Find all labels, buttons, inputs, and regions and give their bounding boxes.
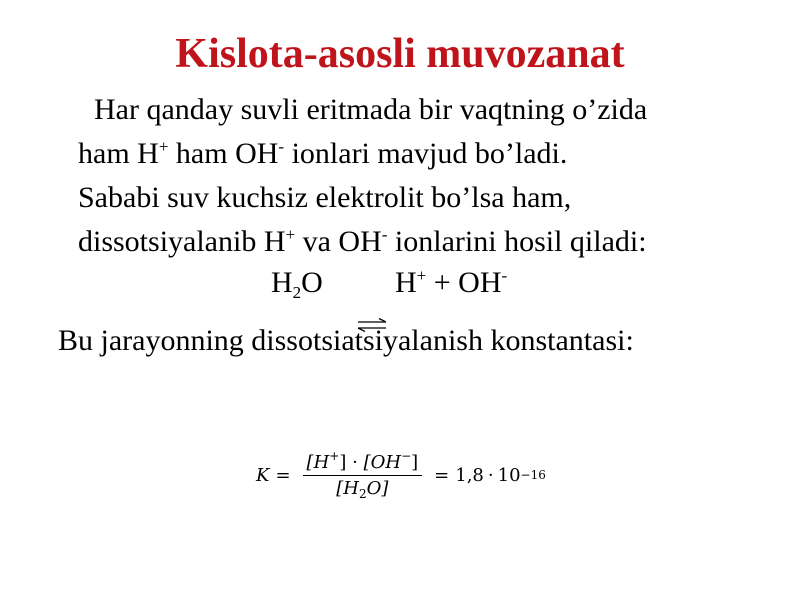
superscript: + [416, 266, 427, 285]
text-fragment: ionlarini hosil qiladi: [387, 225, 647, 258]
formula-equals: = [434, 464, 450, 486]
intro-paragraph [78, 88, 778, 264]
formula-equals: = [275, 464, 291, 486]
text-fragment: va OH [295, 225, 382, 258]
reaction-products [395, 266, 507, 300]
subscript: 2 [292, 283, 302, 302]
superscript: − [401, 448, 412, 463]
subscript: 2 [359, 486, 367, 501]
paragraph-line-2 [78, 132, 778, 176]
formula-value: 1,8 [455, 464, 484, 486]
text-fragment: H [271, 266, 293, 299]
text-fragment: ] [411, 451, 419, 473]
formula-fraction [303, 448, 423, 501]
text-fragment: [OH [363, 451, 402, 473]
paragraph-line-3: Sababi suv kuchsiz elektrolit bo’lsa ham, [78, 181, 572, 214]
paragraph-line-4 [78, 220, 778, 264]
superscript: + [329, 448, 340, 463]
superscript: - [381, 225, 388, 244]
dissociation-constant-formula: K = $\frac{[H^+] \cdot [OH^-]}{[H_2O]}$ = 1,8 · 10 −16 [256, 448, 546, 501]
formula-dot: · [487, 464, 494, 486]
text-fragment: + OH [426, 266, 502, 299]
superscript: - [278, 137, 285, 156]
formula-base: 10 [497, 464, 521, 486]
text-fragment: · [352, 451, 358, 473]
superscript: + [158, 137, 169, 156]
reaction-reactant [271, 266, 323, 300]
text-fragment: H [395, 266, 417, 299]
text-fragment: [H [306, 451, 330, 473]
superscript: - [501, 266, 508, 285]
text-fragment: dissotsiyalanib H [78, 225, 286, 258]
superscript: + [285, 225, 296, 244]
text-fragment: ham H [78, 137, 159, 170]
text-fragment: [H [336, 477, 359, 499]
slide-title: Kislota-asosli muvozanat [175, 31, 625, 77]
text-fragment: ham OH [168, 137, 279, 170]
text-fragment: O [301, 266, 323, 299]
paragraph-line-1: Har qanday suvli eritmada bir vaqtning o’zida [94, 93, 648, 126]
fraction-numerator [303, 448, 423, 476]
fraction-denominator [336, 476, 388, 499]
text-fragment: O] [366, 477, 389, 499]
text-fragment: ionlari mavjud bo’ladi. [284, 137, 568, 170]
constant-intro-text: Bu jarayonning dissotsiatsiyalanish konstantasi: [58, 324, 634, 357]
formula-k: K [256, 464, 270, 486]
text-fragment: ] [339, 451, 347, 473]
